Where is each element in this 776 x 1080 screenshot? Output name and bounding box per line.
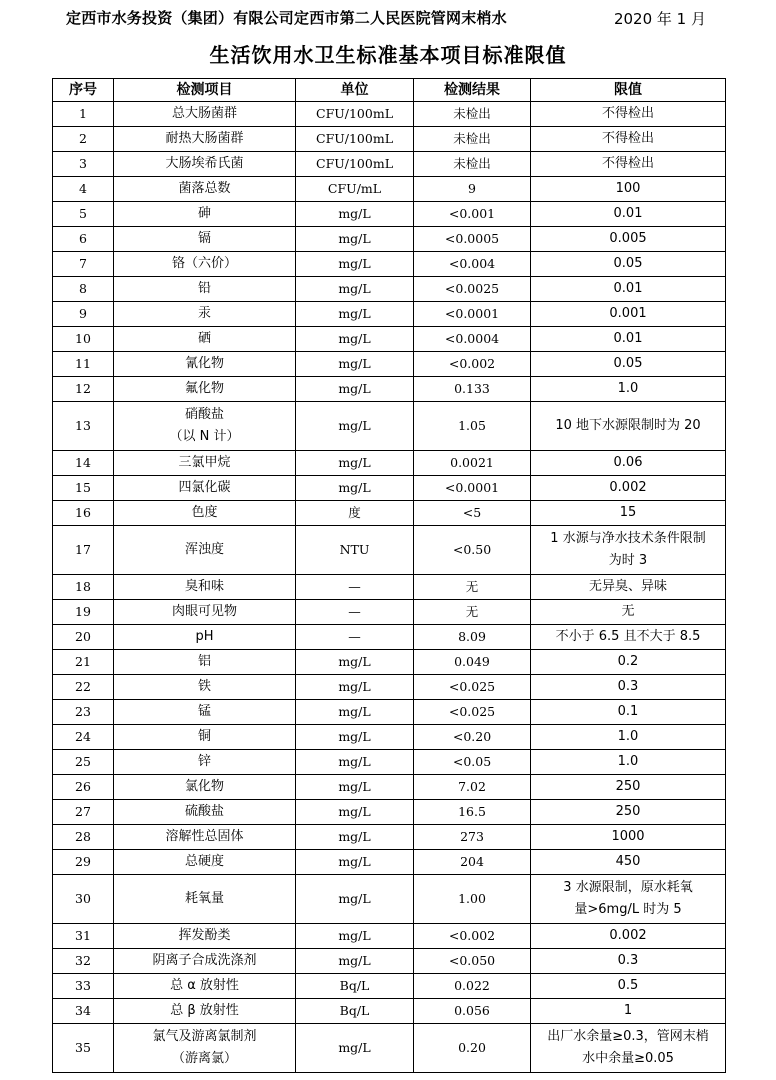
cell-item-line: 氟化物 [184, 381, 224, 396]
cell-limit-line: 出厂水余量≥0.3，管网末梢 [547, 1029, 709, 1044]
table-row [53, 227, 726, 252]
cell-unit: mg/L [296, 402, 414, 451]
column-header-limit: 限值 [531, 79, 726, 102]
cell-limit [531, 352, 726, 377]
cell-limit-line: 0.01 [613, 281, 643, 296]
table-row [53, 675, 726, 700]
cell-unit: mg/L [296, 352, 414, 377]
cell-limit [531, 526, 726, 575]
table-row [53, 402, 726, 451]
cell-unit: mg/L [296, 327, 414, 352]
cell-result: 0.0021 [414, 451, 531, 476]
cell-limit [531, 825, 726, 850]
cell-limit [531, 850, 726, 875]
cell-item-line: 硫酸盐 [184, 804, 224, 819]
table-row [53, 625, 726, 650]
cell-no: 2 [53, 127, 114, 152]
table-row [53, 725, 726, 750]
cell-limit-line: 0.2 [617, 654, 639, 669]
cell-item-line: 色度 [191, 505, 218, 520]
table-row [53, 476, 726, 501]
cell-item-line: 总大肠菌群 [171, 106, 237, 121]
cell-limit-line: 10 地下水源限制时为 20 [555, 418, 701, 433]
cell-result: <0.0005 [414, 227, 531, 252]
cell-unit: mg/L [296, 850, 414, 875]
cell-result: <0.002 [414, 924, 531, 949]
cell-no: 34 [53, 999, 114, 1024]
table-row [53, 277, 726, 302]
cell-limit [531, 377, 726, 402]
cell-unit: CFU/mL [296, 177, 414, 202]
cell-item-line: 铬（六价） [171, 256, 237, 271]
table-row [53, 302, 726, 327]
cell-no: 4 [53, 177, 114, 202]
cell-item [114, 725, 296, 750]
cell-result: <0.025 [414, 700, 531, 725]
cell-item [114, 924, 296, 949]
cell-limit-line: 无 [621, 604, 635, 619]
cell-unit: Bq/L [296, 974, 414, 999]
table-row [53, 974, 726, 999]
cell-limit [531, 451, 726, 476]
table-row [53, 775, 726, 800]
cell-limit-line: 1 [623, 1003, 633, 1018]
cell-unit: NTU [296, 526, 414, 575]
cell-limit [531, 775, 726, 800]
cell-limit [531, 1024, 726, 1073]
cell-unit: mg/L [296, 700, 414, 725]
cell-item [114, 152, 296, 177]
cell-no: 29 [53, 850, 114, 875]
cell-result: <0.050 [414, 949, 531, 974]
cell-no: 15 [53, 476, 114, 501]
cell-item-line: 挥发酚类 [178, 928, 231, 943]
cell-no: 35 [53, 1024, 114, 1073]
cell-result: 0.049 [414, 650, 531, 675]
column-header-unit: 单位 [296, 79, 414, 102]
cell-result: <0.0004 [414, 327, 531, 352]
cell-no: 25 [53, 750, 114, 775]
cell-unit: mg/L [296, 451, 414, 476]
cell-limit-line: 3 水源限制，原水耗氧 [563, 880, 693, 895]
cell-limit-line: 0.001 [609, 306, 647, 321]
cell-item-line: 锰 [197, 704, 211, 719]
cell-item-line: 砷 [197, 206, 211, 221]
table-row [53, 501, 726, 526]
cell-item-line: 铜 [197, 729, 211, 744]
cell-item [114, 825, 296, 850]
cell-limit [531, 327, 726, 352]
page-title: 生活饮用水卫生标准基本项目标准限值 [209, 43, 567, 67]
cell-result: 8.09 [414, 625, 531, 650]
cell-result: <5 [414, 501, 531, 526]
cell-no: 24 [53, 725, 114, 750]
cell-item-line: 氰化物 [184, 356, 224, 371]
cell-item [114, 775, 296, 800]
cell-no: 26 [53, 775, 114, 800]
cell-item [114, 875, 296, 924]
cell-limit-line: 水中余量≥0.05 [582, 1051, 674, 1066]
cell-item [114, 625, 296, 650]
cell-limit [531, 800, 726, 825]
cell-unit: mg/L [296, 227, 414, 252]
cell-item [114, 227, 296, 252]
cell-limit [531, 924, 726, 949]
table-row [53, 377, 726, 402]
cell-item [114, 102, 296, 127]
cell-result: 未检出 [414, 102, 531, 127]
cell-no: 33 [53, 974, 114, 999]
cell-item [114, 352, 296, 377]
cell-unit: mg/L [296, 924, 414, 949]
cell-unit: mg/L [296, 675, 414, 700]
cell-result: <0.0001 [414, 476, 531, 501]
cell-unit: mg/L [296, 476, 414, 501]
cell-unit: mg/L [296, 302, 414, 327]
cell-limit [531, 675, 726, 700]
cell-limit [531, 725, 726, 750]
cell-result: 未检出 [414, 127, 531, 152]
cell-limit-line: 0.002 [609, 928, 647, 943]
cell-unit: Bq/L [296, 999, 414, 1024]
cell-item [114, 650, 296, 675]
cell-item-line: 总 β 放射性 [170, 1003, 239, 1018]
cell-limit [531, 476, 726, 501]
cell-result: <0.004 [414, 252, 531, 277]
cell-item [114, 800, 296, 825]
column-header-result: 检测结果 [414, 79, 531, 102]
table-row [53, 999, 726, 1024]
table-row [53, 202, 726, 227]
cell-result: <0.002 [414, 352, 531, 377]
cell-item-line: 阴离子合成洗涤剂 [152, 953, 257, 968]
cell-limit [531, 949, 726, 974]
cell-item-line: 铝 [197, 654, 211, 669]
cell-result: <0.025 [414, 675, 531, 700]
cell-item [114, 127, 296, 152]
cell-limit-line: 0.3 [617, 679, 639, 694]
cell-limit-line: 0.05 [613, 356, 643, 371]
table-row [53, 949, 726, 974]
cell-limit [531, 750, 726, 775]
cell-limit [531, 974, 726, 999]
cell-result: <0.0025 [414, 277, 531, 302]
cell-limit-line: 不得检出 [601, 131, 654, 146]
cell-limit [531, 302, 726, 327]
cell-result: 0.133 [414, 377, 531, 402]
table-body [53, 102, 726, 1073]
cell-unit: mg/L [296, 650, 414, 675]
cell-limit [531, 252, 726, 277]
cell-no: 19 [53, 600, 114, 625]
cell-item [114, 600, 296, 625]
cell-unit: mg/L [296, 949, 414, 974]
cell-result: 无 [414, 575, 531, 600]
cell-item-line: 四氯化碳 [178, 480, 231, 495]
cell-item [114, 202, 296, 227]
cell-limit-line: 0.005 [609, 231, 647, 246]
cell-result: 204 [414, 850, 531, 875]
table-row [53, 451, 726, 476]
table-header-row [53, 79, 726, 102]
column-header-no: 序号 [53, 79, 114, 102]
report-date: 2020 年 1 月 [613, 10, 706, 28]
table-row [53, 750, 726, 775]
cell-limit [531, 501, 726, 526]
cell-limit-line: 1 水源与净水技术条件限制 [550, 531, 706, 546]
cell-no: 16 [53, 501, 114, 526]
cell-result: 0.20 [414, 1024, 531, 1073]
cell-item-line: 三氯甲烷 [178, 455, 231, 470]
cell-no: 17 [53, 526, 114, 575]
cell-item [114, 750, 296, 775]
table-row [53, 327, 726, 352]
cell-result: 未检出 [414, 152, 531, 177]
cell-no: 27 [53, 800, 114, 825]
table-row [53, 352, 726, 377]
cell-limit [531, 277, 726, 302]
cell-no: 14 [53, 451, 114, 476]
cell-item-line: 铁 [197, 679, 211, 694]
table-row [53, 152, 726, 177]
cell-result: 9 [414, 177, 531, 202]
cell-limit [531, 650, 726, 675]
cell-limit [531, 227, 726, 252]
cell-unit: — [296, 600, 414, 625]
cell-unit: mg/L [296, 775, 414, 800]
cell-limit-line: 不小于 6.5 且不大于 8.5 [555, 629, 701, 644]
cell-item [114, 700, 296, 725]
table-row [53, 800, 726, 825]
cell-no: 21 [53, 650, 114, 675]
cell-no: 12 [53, 377, 114, 402]
report-header-company: 定西市水务投资（集团）有限公司定西市第二人民医院管网末梢水 [66, 9, 507, 27]
cell-limit-line: 1000 [611, 829, 645, 844]
cell-item [114, 476, 296, 501]
cell-item [114, 575, 296, 600]
cell-limit [531, 177, 726, 202]
cell-result: 0.022 [414, 974, 531, 999]
cell-unit: mg/L [296, 377, 414, 402]
cell-item-line: 氯气及游离氯制剂 [152, 1029, 257, 1044]
cell-unit: CFU/100mL [296, 152, 414, 177]
cell-unit: mg/L [296, 252, 414, 277]
cell-limit-line: 1.0 [617, 381, 639, 396]
cell-item [114, 1024, 296, 1073]
cell-no: 10 [53, 327, 114, 352]
cell-limit [531, 402, 726, 451]
cell-unit: — [296, 625, 414, 650]
cell-limit-line: 0.06 [613, 455, 643, 470]
cell-item-line: 总 α 放射性 [170, 978, 239, 993]
cell-item [114, 949, 296, 974]
cell-item-line: 耐热大肠菌群 [165, 131, 244, 146]
cell-limit-line: 不得检出 [601, 156, 654, 171]
cell-item-line: pH [195, 629, 214, 644]
cell-item-line: （以 N 计） [169, 429, 240, 444]
cell-limit [531, 127, 726, 152]
cell-limit-line: 0.1 [617, 704, 639, 719]
cell-limit [531, 600, 726, 625]
cell-result: <0.05 [414, 750, 531, 775]
cell-limit-line: 15 [619, 505, 637, 520]
column-header-item: 检测项目 [114, 79, 296, 102]
table-row [53, 875, 726, 924]
cell-item-line: 大肠埃希氏菌 [165, 156, 244, 171]
cell-limit-line: 0.002 [609, 480, 647, 495]
cell-item [114, 252, 296, 277]
cell-item [114, 501, 296, 526]
cell-unit: mg/L [296, 800, 414, 825]
cell-item-line: 菌落总数 [178, 181, 231, 196]
table-row [53, 600, 726, 625]
cell-limit-line: 1.0 [617, 754, 639, 769]
cell-result: 16.5 [414, 800, 531, 825]
cell-unit: — [296, 575, 414, 600]
cell-limit-line: 量>6mg/L 时为 5 [574, 902, 682, 917]
cell-item [114, 277, 296, 302]
cell-no: 28 [53, 825, 114, 850]
cell-item-line: 硝酸盐 [184, 407, 224, 422]
cell-result: 1.00 [414, 875, 531, 924]
table-row [53, 1024, 726, 1073]
cell-result: <0.001 [414, 202, 531, 227]
cell-limit-line: 0.01 [613, 331, 643, 346]
cell-item-line: 镉 [197, 231, 211, 246]
cell-unit: mg/L [296, 825, 414, 850]
cell-item [114, 402, 296, 451]
cell-limit [531, 875, 726, 924]
cell-limit-line: 0.5 [617, 978, 639, 993]
cell-limit-line: 无异臭、异味 [588, 579, 667, 594]
cell-unit: mg/L [296, 277, 414, 302]
cell-limit [531, 700, 726, 725]
cell-item [114, 327, 296, 352]
cell-unit: mg/L [296, 875, 414, 924]
standards-table [52, 78, 726, 1073]
table-row [53, 177, 726, 202]
cell-no: 30 [53, 875, 114, 924]
table-row [53, 127, 726, 152]
cell-item [114, 451, 296, 476]
cell-item-line: 总硬度 [184, 854, 224, 869]
table-row [53, 825, 726, 850]
cell-no: 8 [53, 277, 114, 302]
cell-limit [531, 575, 726, 600]
cell-limit [531, 999, 726, 1024]
cell-item-line: 浑浊度 [184, 542, 224, 557]
cell-item [114, 850, 296, 875]
cell-no: 6 [53, 227, 114, 252]
cell-limit [531, 102, 726, 127]
cell-limit-line: 1.0 [617, 729, 639, 744]
cell-no: 18 [53, 575, 114, 600]
cell-unit: mg/L [296, 725, 414, 750]
cell-limit-line: 不得检出 [601, 106, 654, 121]
cell-no: 11 [53, 352, 114, 377]
cell-item [114, 377, 296, 402]
cell-limit-line: 0.3 [617, 953, 639, 968]
cell-no: 5 [53, 202, 114, 227]
cell-limit-line: 250 [615, 779, 641, 794]
cell-no: 1 [53, 102, 114, 127]
cell-no: 7 [53, 252, 114, 277]
cell-no: 20 [53, 625, 114, 650]
cell-result: <0.20 [414, 725, 531, 750]
table-row [53, 252, 726, 277]
cell-unit: 度 [296, 501, 414, 526]
cell-item-line: 耗氧量 [184, 891, 224, 906]
cell-item [114, 999, 296, 1024]
cell-item-line: 氯化物 [184, 779, 224, 794]
cell-limit [531, 625, 726, 650]
cell-item-line: 臭和味 [184, 579, 224, 594]
cell-result: <0.50 [414, 526, 531, 575]
cell-no: 22 [53, 675, 114, 700]
table-row [53, 650, 726, 675]
cell-item-line: 硒 [197, 331, 211, 346]
cell-limit-line: 为时 3 [608, 553, 648, 568]
cell-limit-line: 250 [615, 804, 641, 819]
cell-result: <0.0001 [414, 302, 531, 327]
table-row [53, 102, 726, 127]
cell-item [114, 974, 296, 999]
cell-item [114, 526, 296, 575]
cell-unit: mg/L [296, 1024, 414, 1073]
cell-item-line: 溶解性总固体 [165, 829, 244, 844]
cell-no: 31 [53, 924, 114, 949]
cell-item-line: 肉眼可见物 [171, 604, 237, 619]
cell-limit [531, 202, 726, 227]
cell-item [114, 177, 296, 202]
table-row [53, 700, 726, 725]
cell-no: 23 [53, 700, 114, 725]
cell-result: 无 [414, 600, 531, 625]
cell-item-line: 锌 [197, 754, 211, 769]
cell-limit-line: 100 [615, 181, 641, 196]
cell-limit-line: 0.01 [613, 206, 643, 221]
cell-limit-line: 450 [615, 854, 641, 869]
cell-unit: mg/L [296, 750, 414, 775]
cell-item-line: （游离氯） [171, 1051, 237, 1066]
cell-item [114, 302, 296, 327]
cell-item [114, 675, 296, 700]
table-row [53, 526, 726, 575]
cell-limit-line: 0.05 [613, 256, 643, 271]
cell-item-line: 铅 [197, 281, 211, 296]
cell-no: 9 [53, 302, 114, 327]
cell-no: 3 [53, 152, 114, 177]
cell-unit: CFU/100mL [296, 127, 414, 152]
cell-item-line: 汞 [197, 306, 211, 321]
cell-unit: CFU/100mL [296, 102, 414, 127]
cell-result: 273 [414, 825, 531, 850]
cell-unit: mg/L [296, 202, 414, 227]
cell-no: 32 [53, 949, 114, 974]
cell-limit [531, 152, 726, 177]
cell-result: 0.056 [414, 999, 531, 1024]
cell-result: 7.02 [414, 775, 531, 800]
cell-result: 1.05 [414, 402, 531, 451]
table-row [53, 850, 726, 875]
cell-no: 13 [53, 402, 114, 451]
table-row [53, 924, 726, 949]
table-row [53, 575, 726, 600]
